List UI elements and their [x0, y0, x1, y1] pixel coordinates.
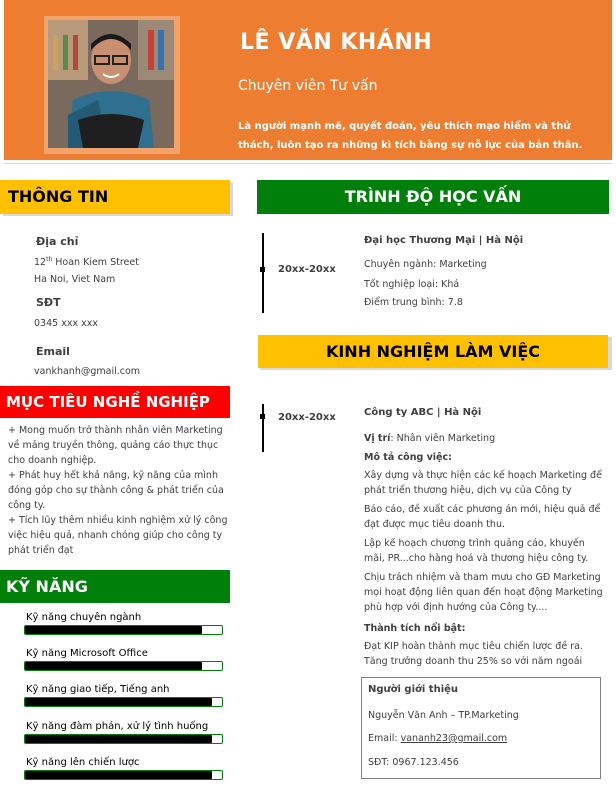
objective-line: phát triển đạt — [8, 545, 74, 556]
reference-phone: SĐT: 0967.123.456 — [368, 757, 459, 768]
header-divider — [4, 163, 612, 164]
skill-item — [24, 721, 234, 744]
skill-name: Kỹ năng lên chiến lược — [26, 757, 140, 768]
objective-line: việc hiệu quả, nhanh chóng giúp cho công ty — [8, 530, 223, 541]
reference-heading: Người giới thiệu — [368, 684, 459, 695]
objective-line: đóng góp cho sự thành công & phát triển của — [8, 485, 224, 496]
skill-level-bar — [24, 697, 223, 707]
job-description-line: Lập kế hoạch chương trình quảng cáo, khuyến — [364, 538, 585, 549]
skill-level-bar — [24, 770, 223, 780]
objective-line: cho doanh nghiệp. — [8, 455, 97, 466]
skill-level-bar — [24, 625, 223, 635]
achievement-line: Tăng trưởng doanh thu 25% so với năm ngoái — [364, 656, 583, 667]
skill-item — [24, 612, 234, 635]
skill-item — [24, 757, 234, 780]
objective-heading: MỤC TIÊU NGHỀ NGHIỆP — [0, 386, 230, 418]
job-description-line: phát triển thương hiệu, dịch vụ của Công ty — [364, 485, 572, 496]
achievements-heading: Thành tích nổi bật: — [364, 623, 466, 634]
achievements-text — [364, 639, 609, 669]
position-line: Vị trí: Nhân viên Marketing — [364, 433, 496, 444]
skill-level-fill — [25, 698, 212, 706]
phone-label: SĐT — [36, 296, 61, 309]
education-major: Chuyên ngành: Marketing — [364, 259, 487, 270]
education-grade: Tốt nghiệp loại: Khá — [364, 279, 460, 290]
reference-email-link[interactable]: vananh23@gmail.com — [400, 733, 508, 744]
education-timeline-dot — [260, 267, 265, 272]
skill-level-fill — [25, 771, 212, 779]
company-name: Công ty ABC | Hà Nội — [364, 407, 482, 418]
skill-level-bar — [24, 734, 223, 744]
job-description-text — [364, 468, 609, 615]
email-value: vankhanh@gmail.com — [34, 366, 141, 377]
person-avatar-icon — [48, 20, 174, 148]
experience-timeline-dot — [260, 414, 265, 419]
experience-heading: KINH NGHIỆM LÀM VIỆC — [258, 335, 608, 368]
profile-photo — [48, 20, 174, 148]
bio-text: Là người mạnh mẽ, quyết đoán, yêu thích mạo hiểm và thử thách, luôn tạo ra những kì tích bằng sự nỗ lực của bản thân. — [238, 121, 583, 151]
skill-name: Kỹ năng đàm phán, xử lý tình huống — [26, 721, 209, 732]
objective-text — [8, 423, 238, 558]
skill-item — [24, 684, 234, 707]
phone-value: 0345 xxx xxx — [34, 318, 98, 329]
skill-name: Kỹ năng chuyên ngành — [26, 612, 142, 623]
education-heading: TRÌNH ĐỘ HỌC VẤN — [257, 180, 609, 214]
education-gpa: Điểm trung bình: 7.8 — [364, 297, 463, 308]
job-description-line: đạt được mục tiêu doanh thu. — [364, 519, 505, 530]
objective-line: công ty. — [8, 500, 46, 511]
job-description-line: mãi, PR...cho hàng hoá và thương hiệu công ty. — [364, 553, 589, 564]
reference-email: Email: vananh23@gmail.com — [368, 733, 508, 744]
email-label: Email — [36, 345, 70, 358]
job-description-heading: Mô tả công việc: — [364, 452, 452, 463]
achievement-line: Đạt KIP hoàn thành mục tiêu chiến lược đề ra. — [364, 641, 583, 652]
job-description-line: mọi hoạt động liên quan đến hoạt động Marketing — [364, 587, 603, 598]
objective-line: về mảng truyền thông, quảng cáo thực thục — [8, 440, 219, 451]
skill-item — [24, 648, 234, 671]
skills-heading: KỸ NĂNG — [0, 570, 230, 603]
education-period: 20xx-20xx — [278, 264, 336, 275]
objective-line: + Mong muốn trở thành nhân viên Marketing — [8, 425, 223, 436]
candidate-name: LÊ VĂN KHÁNH — [240, 30, 433, 55]
objective-line: + Tích lũy thêm nhiều kinh nghiệm xử lý công — [8, 515, 228, 526]
job-description-line: Xây dựng và thực hiện các kế hoạch Marketing để — [364, 470, 602, 481]
school-name: Đại học Thương Mại | Hà Nội — [364, 235, 524, 246]
address-label: Địa chỉ — [36, 235, 79, 248]
objective-line: + Phát huy hết khả năng, kỹ năng của mình — [8, 470, 218, 481]
job-description-line: Chịu trách nhiệm và tham mưu cho GĐ Marketing — [364, 572, 601, 583]
skills-list — [24, 612, 234, 793]
skill-name: Kỹ năng giao tiếp, Tiếng anh — [26, 684, 170, 695]
reference-name: Nguyễn Văn Anh – TP.Marketing — [368, 710, 519, 721]
experience-period: 20xx-20xx — [278, 412, 336, 423]
address-street: 12th Hoan Kiem Street — [34, 256, 139, 269]
job-title: Chuyên viên Tư vấn — [238, 78, 378, 94]
address-city: Ha Noi, Viet Nam — [34, 274, 116, 285]
skill-level-bar — [24, 661, 223, 671]
experience-timeline — [262, 404, 264, 452]
job-description-line: phù hợp với định hướng của Công ty.... — [364, 602, 548, 613]
info-heading: THÔNG TIN — [0, 180, 230, 214]
skill-level-fill — [25, 662, 202, 670]
skill-name: Kỹ năng Microsoft Office — [26, 648, 148, 659]
skill-level-fill — [25, 735, 212, 743]
education-timeline — [262, 233, 264, 313]
skill-level-fill — [25, 626, 202, 634]
job-description-line: Báo cáo, đề xuất các phương án mới, hiệu quả để — [364, 504, 601, 515]
